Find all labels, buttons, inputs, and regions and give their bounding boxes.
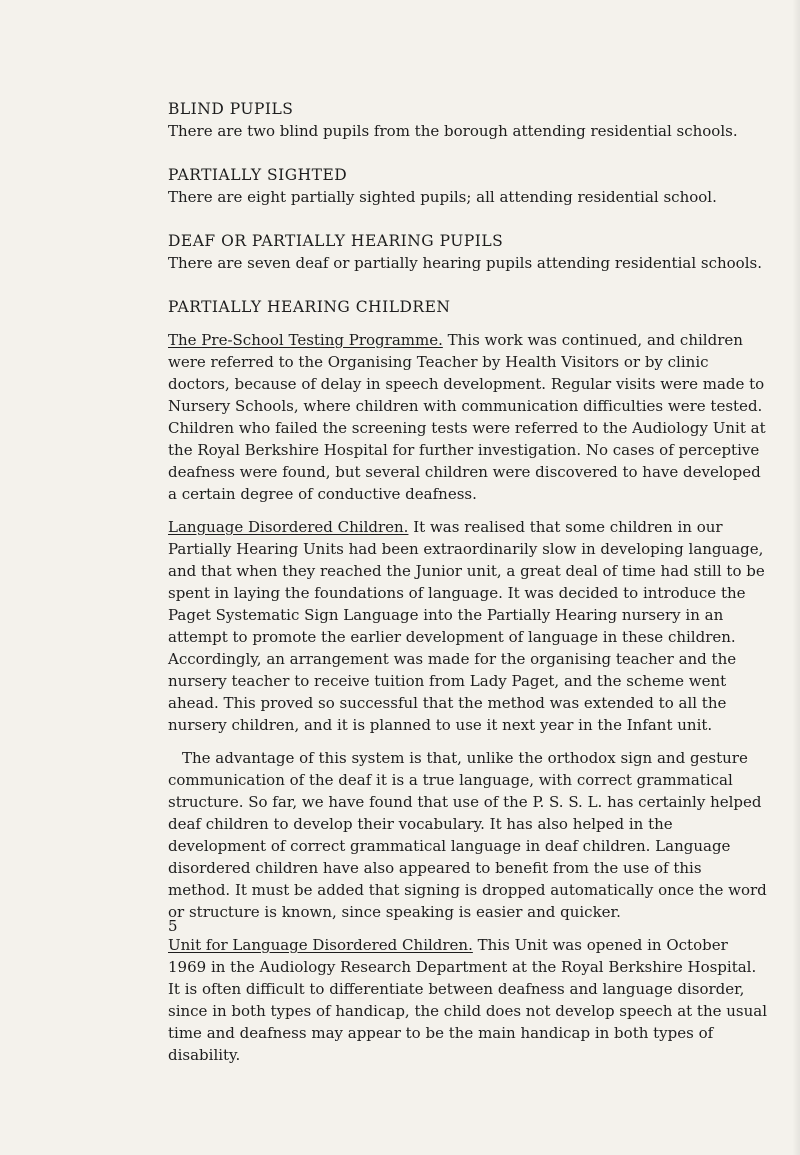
section-text: There are two blind pupils from the borough attending residential schools. (168, 122, 738, 140)
paragraph-pre-school (168, 329, 768, 505)
section-heading: PARTIALLY HEARING CHILDREN (168, 298, 451, 316)
paragraph-unit (168, 934, 768, 1066)
paragraph-lead: The Pre-School Testing Programme. (168, 331, 443, 349)
paragraph-advantage: The advantage of this system is that, unlike the orthodox sign and gesture communication of the deaf it is a true language, with correct grammatical structure. So far, we have found that use of the P. S. S. L. has certainly helped deaf children to develop their vocabulary. It has also helped in the development of correct grammatical language in deaf children. Language disordered children have also appeared to benefit from the use of this method. It must be added that signing is dropped automatically once the word or structure is known, since speaking is easier and quicker. (168, 749, 767, 921)
section-heading: BLIND PUPILS (168, 100, 294, 118)
section-heading: PARTIALLY SIGHTED (168, 166, 348, 184)
section-partially-sighted (168, 164, 768, 208)
paragraph-lead: Language Disordered Children. (168, 518, 409, 536)
page-number: 5 (168, 917, 178, 935)
paragraph-body: This work was continued, and children were referred to the Organising Teacher by Health Visitors or by clinic doctors, because of delay in speech development. Regular visits were made to Nursery Schools, where children with communication difficulties were tested. Children who failed the screening tests were referred to the Audiology Unit at the Royal Berkshire Hospital for further investigation. No cases of perceptive deafness were found, but several children were discovered to have developed a certain degree of conductive deafness. (168, 331, 766, 503)
section-text: There are seven deaf or partially hearing pupils attending residential schools. (168, 254, 762, 272)
page-edge-shadow (792, 0, 800, 1155)
section-heading: DEAF OR PARTIALLY HEARING PUPILS (168, 232, 504, 250)
section-partially-hearing-children (168, 296, 768, 1066)
document-page (168, 98, 768, 1077)
paragraph-lead: Unit for Language Disordered Children. (168, 936, 473, 954)
section-text: There are eight partially sighted pupils; all attending residential school. (168, 188, 717, 206)
section-blind-pupils (168, 98, 768, 142)
paragraph-body: It was realised that some children in our Partially Hearing Units had been extraordinarily slow in developing language, and that when they reached the Junior unit, a great deal of time had still to be spent in laying the foundations of language. It was decided to introduce the Paget Systematic Sign Language into the Partially Hearing nursery in an attempt to promote the earlier development of language in these children. Accordingly, an arrangement was made for the organising teacher and the nursery teacher to receive tuition from Lady Paget, and the scheme went ahead. This proved so successful that the method was extended to all the nursery children, and it is planned to use it next year in the Infant unit. (168, 518, 765, 734)
section-deaf-pupils (168, 230, 768, 274)
paragraph-body: This Unit was opened in October 1969 in the Audiology Research Department at the Royal Berkshire Hospital. It is often difficult to differentiate between deafness and language disorder, since in both types of handicap, the child does not develop speech at the usual time and deafness may appear to be the main handicap in both types of disability. (168, 936, 768, 1064)
paragraph-language-disordered (168, 516, 768, 736)
